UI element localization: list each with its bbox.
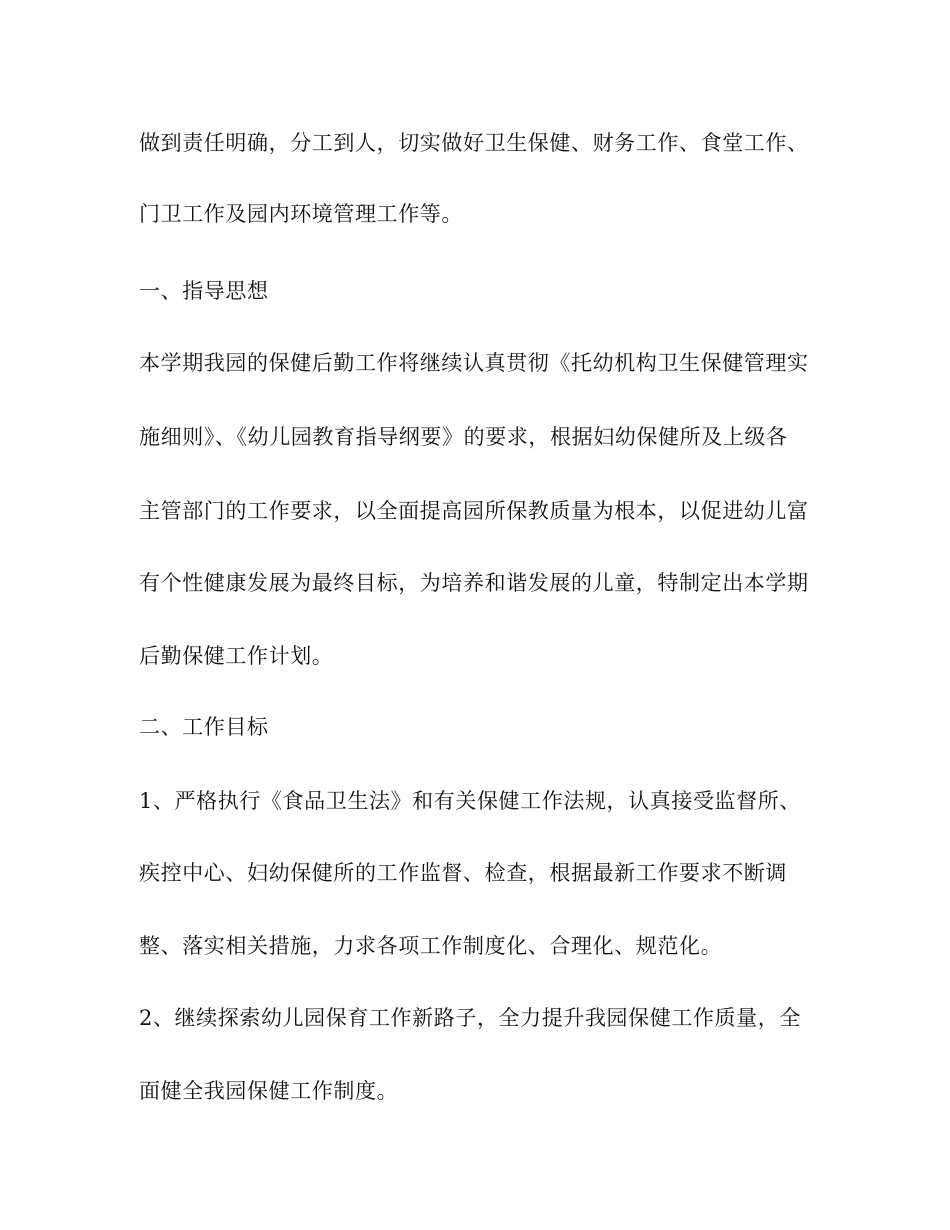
- paragraph-line: 施细则》、《幼儿园教育指导纲要》的要求，根据妇幼保健所及上级各: [139, 425, 788, 449]
- paragraph-line: 做到责任明确，分工到人，切实做好卫生保健、财务工作、食堂工作、: [139, 131, 809, 155]
- section-heading: 二、工作目标: [139, 715, 269, 739]
- list-item-line: 面健全我园保健工作制度。: [139, 1079, 399, 1103]
- section-heading: 一、指导思想: [139, 279, 269, 303]
- paragraph-line: 后勤保健工作计划。: [139, 644, 334, 668]
- list-item-line: 2、继续探索幼儿园保育工作新路子，全力提升我园保健工作质量，全: [139, 1006, 801, 1030]
- paragraph-line: 主管部门的工作要求，以全面提高园所保教质量为根本，以促进幼儿富: [139, 499, 809, 523]
- list-item-line: 疾控中心、妇幼保健所的工作监督、检查，根据最新工作要求不断调: [139, 861, 787, 885]
- list-item-line: 1、严格执行《食品卫生法》和有关保健工作法规，认真接受监督所、: [139, 789, 801, 813]
- paragraph-line: 门卫工作及园内环境管理工作等。: [139, 202, 463, 226]
- list-item-line: 整、落实相关措施，力求各项工作制度化、合理化、规范化。: [139, 934, 723, 958]
- paragraph-line: 有个性健康发展为最终目标，为培养和谐发展的儿童，特制定出本学期: [139, 571, 809, 595]
- paragraph-line: 本学期我园的保健后勤工作将继续认真贯彻《托幼机构卫生保健管理实: [139, 351, 809, 375]
